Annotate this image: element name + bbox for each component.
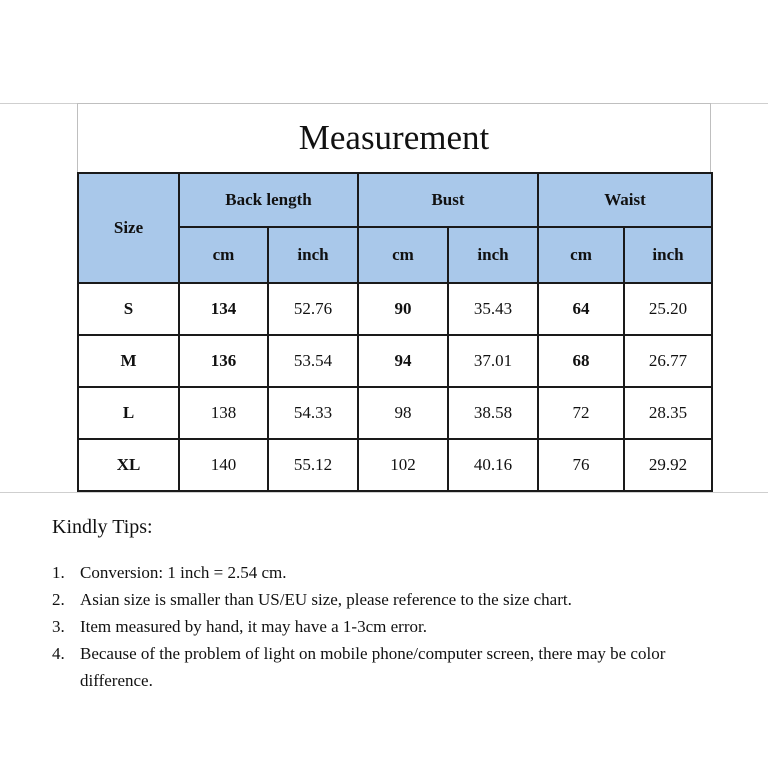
unit-header: inch [448, 227, 538, 283]
size-header: Size [78, 173, 179, 283]
list-item [52, 640, 732, 694]
table-cell: 38.58 [448, 387, 538, 439]
unit-header: inch [624, 227, 712, 283]
table-row [78, 387, 712, 439]
list-text: Conversion: 1 inch = 2.54 cm. [80, 563, 287, 582]
table-cell: 40.16 [448, 439, 538, 491]
list-number: 1. [52, 563, 65, 582]
list-text: Item measured by hand, it may have a 1-3cm error. [80, 617, 427, 636]
size-cell: XL [78, 439, 179, 491]
table-cell: 90 [358, 283, 448, 335]
kindly-tips [52, 516, 732, 694]
table-cell: 29.92 [624, 439, 712, 491]
size-cell: S [78, 283, 179, 335]
table-cell: 102 [358, 439, 448, 491]
table-cell: 54.33 [268, 387, 358, 439]
group-header-bust: Bust [358, 173, 538, 227]
chart-title: Measurement [77, 103, 711, 172]
list-number: 2. [52, 590, 65, 609]
divider-bottom [0, 492, 768, 493]
list-text: Because of the problem of light on mobile phone/computer screen, there may be color difference. [80, 644, 666, 690]
tips-list [52, 559, 732, 694]
unit-header: cm [179, 227, 268, 283]
table-cell: 76 [538, 439, 624, 491]
table-cell: 55.12 [268, 439, 358, 491]
list-item [52, 559, 732, 586]
unit-header: cm [358, 227, 448, 283]
table-row [78, 283, 712, 335]
size-cell: L [78, 387, 179, 439]
table-row [78, 335, 712, 387]
header-row-groups [78, 173, 712, 227]
list-item [52, 613, 732, 640]
size-table [77, 172, 713, 492]
group-header-waist: Waist [538, 173, 712, 227]
table-cell: 94 [358, 335, 448, 387]
table-cell: 52.76 [268, 283, 358, 335]
size-cell: M [78, 335, 179, 387]
table-cell: 26.77 [624, 335, 712, 387]
size-chart [77, 103, 711, 492]
table-cell: 68 [538, 335, 624, 387]
table-cell: 35.43 [448, 283, 538, 335]
table-cell: 138 [179, 387, 268, 439]
list-number: 3. [52, 617, 65, 636]
unit-header: cm [538, 227, 624, 283]
tips-title: Kindly Tips: [52, 516, 153, 538]
list-text: Asian size is smaller than US/EU size, please reference to the size chart. [80, 590, 572, 609]
table-cell: 37.01 [448, 335, 538, 387]
table-cell: 28.35 [624, 387, 712, 439]
table-cell: 136 [179, 335, 268, 387]
table-cell: 53.54 [268, 335, 358, 387]
table-row [78, 439, 712, 491]
group-header-back-length: Back length [179, 173, 358, 227]
table-cell: 64 [538, 283, 624, 335]
unit-header: inch [268, 227, 358, 283]
table-cell: 140 [179, 439, 268, 491]
table-cell: 72 [538, 387, 624, 439]
table-cell: 25.20 [624, 283, 712, 335]
list-item [52, 586, 732, 613]
table-cell: 134 [179, 283, 268, 335]
list-number: 4. [52, 644, 65, 663]
table-cell: 98 [358, 387, 448, 439]
